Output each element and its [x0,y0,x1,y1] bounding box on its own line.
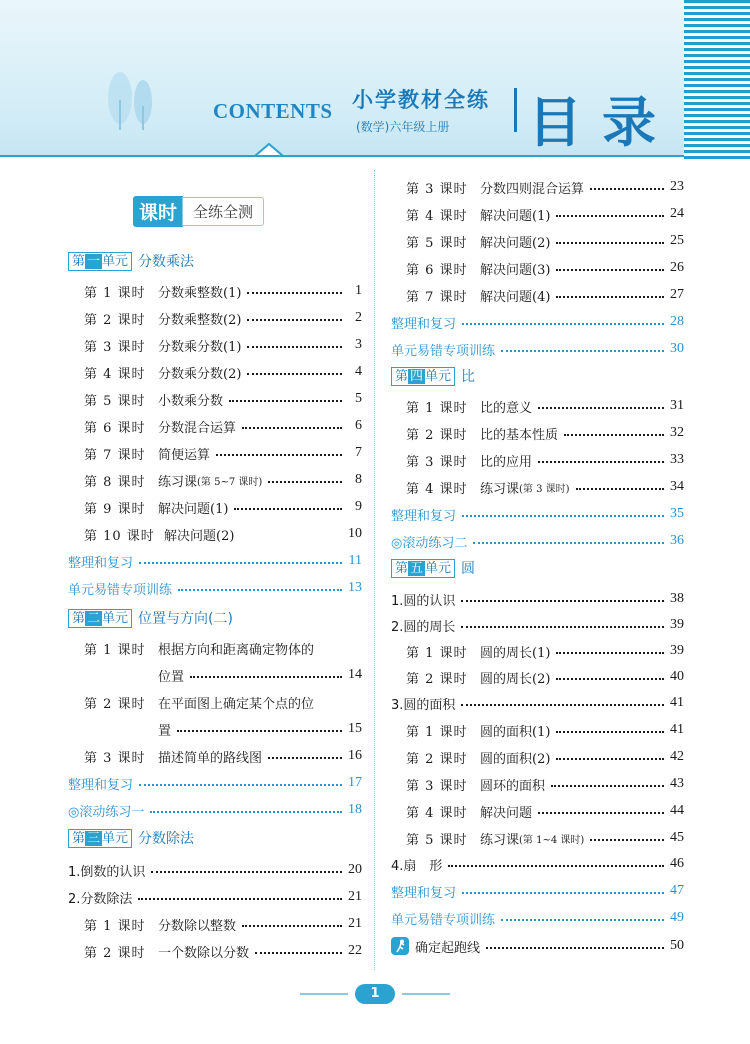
unit-heading: 第 一 单元 分数乘法 [68,250,194,272]
page-number: 1 [355,984,395,1004]
decorative-stripes [684,0,750,160]
toc-entry-review[interactable]: ◎滚动练习二 36 [391,533,684,551]
toc-entry[interactable]: 第 7 课时 解决问题(4) 27 [406,287,684,305]
toc-entry-cont: 位置 14 [158,667,362,685]
toc-entry[interactable]: 第 8 课时 练习课 (第 5~7 课时) 8 [84,472,362,490]
toc-entry-review[interactable]: 整理和复习 11 [68,553,362,571]
toc-entry-review[interactable]: 单元易错专项训练 49 [391,910,684,928]
toc-entry[interactable]: 第 3 课时 分数四则混合运算 23 [406,179,684,197]
toc-entry[interactable]: 第 6 课时 解决问题(3) 26 [406,260,684,278]
section-badge [133,196,264,227]
toc-entry[interactable]: 第 5 课时 小数乘分数 5 [84,391,362,409]
toc-entry[interactable]: 第 2 课时 分数乘整数(2) 2 [84,310,362,328]
toc-entry[interactable]: 第 3 课时 圆环的面积 43 [406,776,684,794]
toc-entry[interactable]: 第 2 课时 圆的周长(2) 40 [406,669,684,687]
page-footer [300,984,450,1004]
toc-entry[interactable]: 第 9 课时 解决问题(1) 9 [84,499,362,517]
unit-heading: 第 三 单元 分数除法 [68,827,194,849]
toc-entry-review[interactable]: 整理和复习 47 [391,883,684,901]
toc-entry[interactable]: 第 5 课时 练习课 (第 1~4 课时) 45 [406,830,684,848]
toc-entry[interactable]: 第 1 课时 圆的面积(1) 41 [406,722,684,740]
toc-entry[interactable]: 第 3 课时 分数乘分数(1) 3 [84,337,362,355]
toc-entry-review[interactable]: 单元易错专项训练 30 [391,341,684,359]
runner-icon [391,937,409,955]
toc-entry[interactable]: 第 1 课时 根据方向和距离确定物体的 [84,642,315,658]
page-header [0,0,750,157]
tree-illustration [95,70,165,130]
unit-number: 五 [410,560,424,576]
unit-heading: 第 二 单元 位置与方向(二) [68,607,233,629]
unit-title: 圆 [461,561,476,577]
unit-number: 一 [87,253,101,269]
unit-number: 三 [87,830,101,846]
toc-entry[interactable]: 第 3 课时 描述简单的路线图 16 [84,748,362,766]
unit-heading: 第 四 单元 比 [391,365,475,387]
toc-entry[interactable]: 第 2 课时 一个数除以分数 22 [84,943,362,961]
toc-entry[interactable]: 2.圆的周长 39 [391,617,684,635]
header-notch [255,142,283,156]
toc-entry-review[interactable]: 整理和复习 17 [68,775,362,793]
toc-entry[interactable]: 第 6 课时 分数混合运算 6 [84,418,362,436]
toc-entry[interactable]: 第 1 课时 圆的周长(1) 39 [406,643,684,661]
unit-title: 位置与方向(二) [138,611,233,627]
column-divider [374,170,375,970]
toc-entry[interactable]: 第 5 课时 解决问题(2) 25 [406,233,684,251]
toc-entry-cont: 置 15 [158,721,362,739]
toc-entry[interactable]: 第 1 课时 分数除以整数 21 [84,916,362,934]
toc-entry[interactable]: 第 2 课时 比的基本性质 32 [406,425,684,443]
badge-strong: 课时 [133,196,183,227]
toc-entry[interactable]: 确定起跑线 50 [391,935,684,957]
toc-entry[interactable]: 第 10 课时 解决问题(2) 10 [84,526,362,544]
toc-entry[interactable]: 第 7 课时 简便运算 7 [84,445,362,463]
badge-text: 全练全测 [182,197,264,226]
toc-entry[interactable]: 4.扇 形 46 [391,856,684,874]
header-divider [514,88,517,132]
toc-entry[interactable]: 3.圆的面积 41 [391,695,684,713]
unit-number: 二 [87,610,101,626]
toc-entry-review[interactable]: 整理和复习 28 [391,314,684,332]
unit-title: 分数除法 [138,831,195,847]
page-title: 目录 [528,91,676,154]
toc-entry[interactable]: 第 2 课时 圆的面积(2) 42 [406,749,684,767]
unit-number: 四 [410,368,424,384]
contents-label: CONTENTS [213,99,333,123]
book-title: 小学教材全练 [352,88,490,112]
toc-entry-review[interactable]: ◎滚动练习一 18 [68,802,362,820]
toc-entry[interactable]: 2.分数除法 21 [68,889,362,907]
toc-entry[interactable]: 第 4 课时 分数乘分数(2) 4 [84,364,362,382]
toc-entry[interactable]: 第 1 课时 分数乘整数(1) 1 [84,283,362,301]
toc-entry[interactable]: 第 4 课时 解决问题 44 [406,803,684,821]
toc-entry[interactable]: 第 1 课时 比的意义 31 [406,398,684,416]
toc-entry[interactable]: 1.圆的认识 38 [391,591,684,609]
unit-heading: 第 五 单元 圆 [391,557,475,579]
unit-title: 比 [461,369,476,385]
toc-entry[interactable]: 1.倒数的认识 20 [68,862,362,880]
toc-entry[interactable]: 第 2 课时 在平面图上确定某个点的位 [84,696,315,712]
book-subtitle: (数学)六年级上册 [356,120,450,134]
toc-entry-review[interactable]: 单元易错专项训练 13 [68,580,362,598]
unit-title: 分数乘法 [138,254,195,270]
toc-entry[interactable]: 第 4 课时 解决问题(1) 24 [406,206,684,224]
toc-entry[interactable]: 第 4 课时 练习课 (第 3 课时) 34 [406,479,684,497]
toc-entry-review[interactable]: 整理和复习 35 [391,506,684,524]
toc-entry[interactable]: 第 3 课时 比的应用 33 [406,452,684,470]
